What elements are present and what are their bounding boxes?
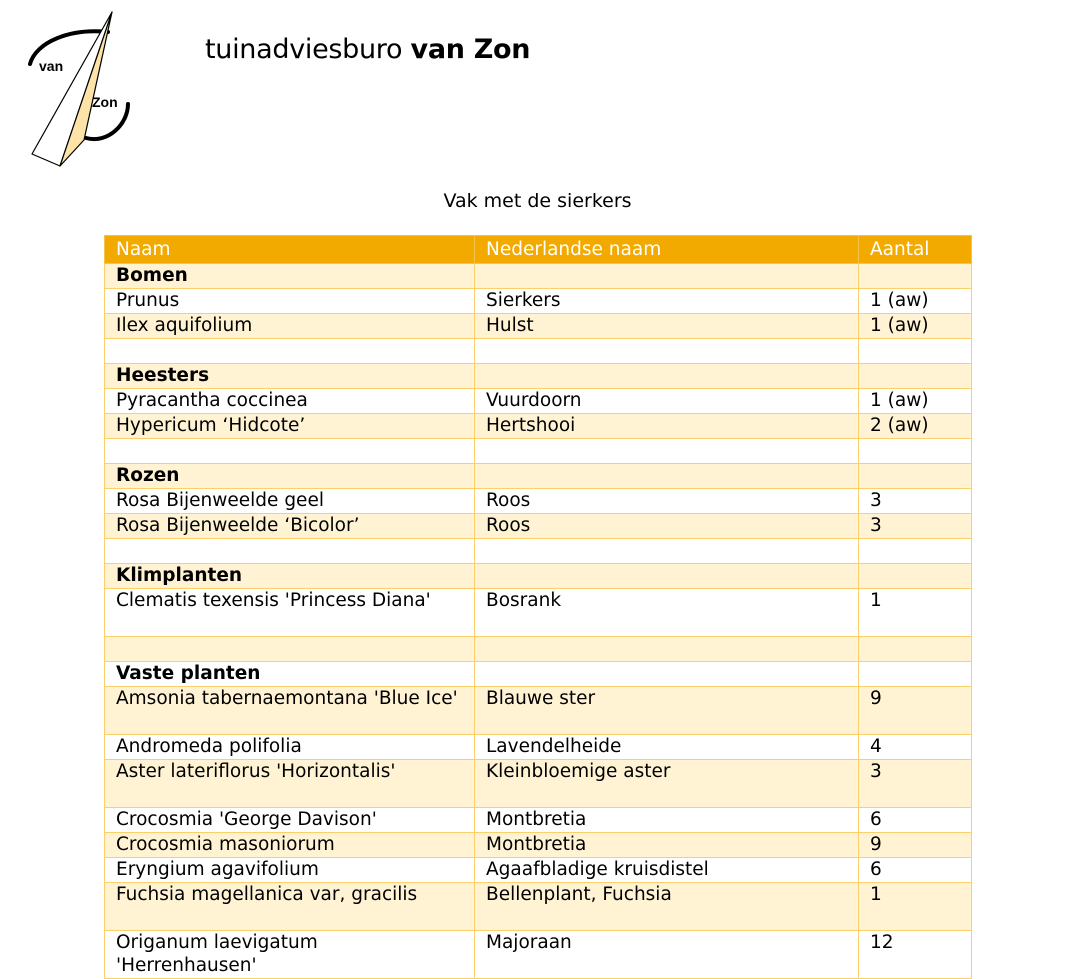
cell-nederlandse-naam: Bellenplant, Fuchsia bbox=[475, 883, 859, 931]
cell-naam: Rosa Bijenweelde geel bbox=[105, 489, 475, 514]
cell-naam: Clematis texensis 'Princess Diana' bbox=[105, 589, 475, 637]
table-row bbox=[105, 931, 972, 979]
cell-nederlandse-naam: Agaafbladige kruisdistel bbox=[475, 858, 859, 883]
plant-table-container bbox=[104, 235, 971, 979]
table-row bbox=[105, 589, 972, 637]
cell-nederlandse-naam bbox=[475, 439, 859, 464]
cell-aantal: 9 bbox=[859, 687, 972, 735]
cell-nederlandse-naam: Blauwe ster bbox=[475, 687, 859, 735]
table-row bbox=[105, 858, 972, 883]
cell-naam bbox=[105, 339, 475, 364]
cell-nederlandse-naam bbox=[475, 637, 859, 662]
company-name-regular: tuinadviesburo bbox=[205, 34, 411, 65]
cell-nederlandse-naam: Montbretia bbox=[475, 808, 859, 833]
cell-naam: Ilex aquifolium bbox=[105, 314, 475, 339]
table-row bbox=[105, 883, 972, 931]
cell-naam: Bomen bbox=[105, 264, 475, 289]
cell-naam bbox=[105, 637, 475, 662]
cell-naam: Rosa Bijenweelde ‘Bicolor’ bbox=[105, 514, 475, 539]
cell-aantal: 12 bbox=[859, 931, 972, 979]
cell-aantal: 1 (aw) bbox=[859, 389, 972, 414]
table-group-row bbox=[105, 264, 972, 289]
cell-naam: Origanum laevigatum 'Herrenhausen' bbox=[105, 931, 475, 979]
cell-naam: Rozen bbox=[105, 464, 475, 489]
company-logo bbox=[22, 8, 142, 173]
table-row bbox=[105, 289, 972, 314]
cell-naam: Eryngium agavifolium bbox=[105, 858, 475, 883]
table-row bbox=[105, 389, 972, 414]
cell-aantal bbox=[859, 264, 972, 289]
logo-text-van: van bbox=[39, 58, 64, 74]
header-naam: Naam bbox=[105, 236, 475, 264]
cell-nederlandse-naam: Kleinbloemige aster bbox=[475, 760, 859, 808]
table-spacer-row bbox=[105, 339, 972, 364]
cell-nederlandse-naam: Vuurdoorn bbox=[475, 389, 859, 414]
cell-naam: Aster lateriflorus 'Horizontalis' bbox=[105, 760, 475, 808]
cell-nederlandse-naam bbox=[475, 339, 859, 364]
cell-aantal bbox=[859, 464, 972, 489]
cell-nederlandse-naam: Majoraan bbox=[475, 931, 859, 979]
table-row bbox=[105, 414, 972, 439]
cell-aantal: 4 bbox=[859, 735, 972, 760]
cell-aantal: 1 bbox=[859, 589, 972, 637]
cell-nederlandse-naam: Hertshooi bbox=[475, 414, 859, 439]
cell-naam bbox=[105, 539, 475, 564]
cell-nederlandse-naam bbox=[475, 662, 859, 687]
logo-text-zon: Zon bbox=[92, 94, 118, 110]
document-title: Vak met de sierkers bbox=[443, 190, 632, 212]
cell-nederlandse-naam: Sierkers bbox=[475, 289, 859, 314]
cell-nederlandse-naam bbox=[475, 264, 859, 289]
cell-naam: Fuchsia magellanica var, gracilis bbox=[105, 883, 475, 931]
cell-nederlandse-naam: Lavendelheide bbox=[475, 735, 859, 760]
cell-naam: Vaste planten bbox=[105, 662, 475, 687]
table-group-row bbox=[105, 662, 972, 687]
table-spacer-row bbox=[105, 439, 972, 464]
cell-aantal: 3 bbox=[859, 489, 972, 514]
cell-aantal bbox=[859, 662, 972, 687]
cell-aantal: 3 bbox=[859, 760, 972, 808]
cell-aantal: 1 bbox=[859, 883, 972, 931]
header-nederlandse-naam: Nederlandse naam bbox=[475, 236, 859, 264]
cell-aantal: 9 bbox=[859, 833, 972, 858]
cell-naam: Pyracantha coccinea bbox=[105, 389, 475, 414]
cell-naam: Andromeda polifolia bbox=[105, 735, 475, 760]
table-row bbox=[105, 735, 972, 760]
company-name bbox=[205, 32, 530, 68]
table-row bbox=[105, 314, 972, 339]
sundial-logo-icon bbox=[22, 8, 142, 173]
cell-aantal: 2 (aw) bbox=[859, 414, 972, 439]
cell-aantal bbox=[859, 364, 972, 389]
cell-nederlandse-naam bbox=[475, 539, 859, 564]
cell-nederlandse-naam bbox=[475, 364, 859, 389]
cell-aantal: 6 bbox=[859, 808, 972, 833]
cell-nederlandse-naam: Bosrank bbox=[475, 589, 859, 637]
cell-aantal bbox=[859, 564, 972, 589]
cell-naam bbox=[105, 439, 475, 464]
cell-naam: Prunus bbox=[105, 289, 475, 314]
cell-aantal: 6 bbox=[859, 858, 972, 883]
cell-aantal bbox=[859, 339, 972, 364]
cell-nederlandse-naam: Roos bbox=[475, 514, 859, 539]
plant-table-body bbox=[105, 264, 972, 979]
cell-aantal bbox=[859, 637, 972, 662]
plant-table bbox=[104, 235, 972, 979]
table-header-row bbox=[105, 236, 972, 264]
table-spacer-row bbox=[105, 637, 972, 662]
header-aantal: Aantal bbox=[859, 236, 972, 264]
table-row bbox=[105, 833, 972, 858]
cell-nederlandse-naam: Roos bbox=[475, 489, 859, 514]
cell-naam: Amsonia tabernaemontana 'Blue Ice' bbox=[105, 687, 475, 735]
table-row bbox=[105, 687, 972, 735]
cell-naam: Heesters bbox=[105, 364, 475, 389]
cell-nederlandse-naam bbox=[475, 564, 859, 589]
table-row bbox=[105, 489, 972, 514]
cell-aantal bbox=[859, 539, 972, 564]
table-row bbox=[105, 808, 972, 833]
cell-nederlandse-naam: Montbretia bbox=[475, 833, 859, 858]
cell-aantal: 3 bbox=[859, 514, 972, 539]
table-group-row bbox=[105, 564, 972, 589]
cell-naam: Crocosmia masoniorum bbox=[105, 833, 475, 858]
cell-aantal bbox=[859, 439, 972, 464]
table-group-row bbox=[105, 364, 972, 389]
cell-naam: Klimplanten bbox=[105, 564, 475, 589]
cell-naam: Hypericum ‘Hidcote’ bbox=[105, 414, 475, 439]
cell-nederlandse-naam: Hulst bbox=[475, 314, 859, 339]
company-name-bold: van Zon bbox=[410, 34, 531, 65]
table-group-row bbox=[105, 464, 972, 489]
table-row bbox=[105, 760, 972, 808]
table-row bbox=[105, 514, 972, 539]
cell-naam: Crocosmia 'George Davison' bbox=[105, 808, 475, 833]
cell-aantal: 1 (aw) bbox=[859, 314, 972, 339]
cell-nederlandse-naam bbox=[475, 464, 859, 489]
table-spacer-row bbox=[105, 539, 972, 564]
cell-aantal: 1 (aw) bbox=[859, 289, 972, 314]
